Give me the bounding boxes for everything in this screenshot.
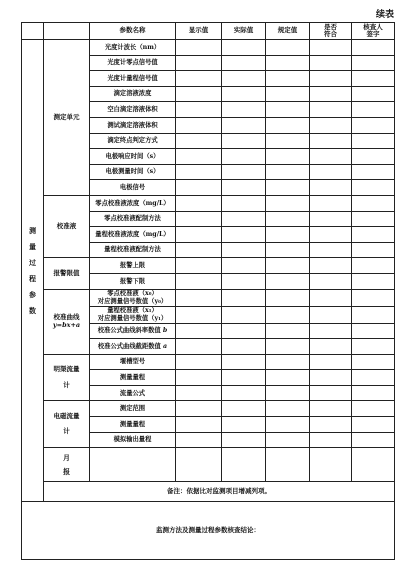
table-row: [22, 354, 395, 370]
checker-sign-cell[interactable]: [352, 401, 395, 417]
actual-value-cell[interactable]: [222, 227, 266, 243]
param-name-cell: [90, 323, 176, 339]
actual-value-cell[interactable]: [222, 258, 266, 274]
actual-value-cell[interactable]: [222, 164, 266, 180]
param-name-cell: 测量量程: [90, 417, 176, 433]
conforms-cell[interactable]: [310, 432, 352, 448]
conforms-cell[interactable]: [310, 354, 352, 370]
param-name-cell: 流量公式: [90, 385, 176, 401]
checker-sign-cell[interactable]: [352, 417, 395, 433]
param-name-cell: [90, 306, 176, 323]
monthly-report-char: 月: [63, 452, 70, 462]
conforms-cell[interactable]: [310, 71, 352, 87]
conforms-cell[interactable]: [310, 385, 352, 401]
conclusion-row: [22, 502, 395, 560]
checker-sign-cell[interactable]: [352, 71, 395, 87]
checker-sign-cell[interactable]: [352, 242, 395, 258]
actual-value-cell[interactable]: [222, 102, 266, 118]
conforms-cell[interactable]: [310, 211, 352, 227]
header-blank-cell: [22, 23, 44, 40]
actual-value-cell[interactable]: [222, 417, 266, 433]
monthly-report-cell[interactable]: [176, 448, 222, 482]
monthly-report-cell[interactable]: [90, 448, 176, 482]
group-open-channel-flowmeter: [44, 354, 90, 401]
monthly-report-row: [22, 448, 395, 482]
specified-value-cell[interactable]: [266, 71, 310, 87]
param-name-text: 校准公式曲线斜率数值: [97, 327, 163, 335]
group-alarm-limits: 报警限值: [44, 258, 90, 289]
display-value-cell[interactable]: [176, 164, 222, 180]
header-conforms: [310, 23, 352, 40]
group-label-line: 电磁流量: [53, 411, 80, 420]
checker-sign-cell[interactable]: [352, 86, 395, 102]
specified-value-cell[interactable]: [266, 323, 310, 339]
specified-value-cell[interactable]: [266, 40, 310, 56]
param-name-cell: 量程校准液浓度（mg/L）: [90, 227, 176, 243]
param-name-cell: 零点校准液浓度（mg/L）: [90, 195, 176, 211]
checker-sign-cell[interactable]: [352, 55, 395, 71]
specified-value-cell[interactable]: [266, 211, 310, 227]
display-value-cell[interactable]: [176, 180, 222, 196]
checker-sign-cell[interactable]: [352, 195, 395, 211]
conforms-cell[interactable]: [310, 242, 352, 258]
display-value-cell[interactable]: [176, 242, 222, 258]
actual-value-cell[interactable]: [222, 370, 266, 386]
display-value-cell[interactable]: [176, 306, 222, 323]
actual-value-cell[interactable]: [222, 354, 266, 370]
param-name-cell: [90, 339, 176, 355]
display-value-cell[interactable]: [176, 339, 222, 355]
display-value-cell[interactable]: [176, 133, 222, 149]
monthly-report-char: 报: [63, 466, 70, 476]
header-conforms-line: 符合: [324, 30, 337, 38]
monthly-report-cell[interactable]: [222, 448, 266, 482]
actual-value-cell[interactable]: [222, 149, 266, 165]
param-name-symbol: b: [162, 327, 168, 335]
header-checker-line: 签字: [366, 30, 380, 38]
display-value-cell[interactable]: [176, 86, 222, 102]
param-name-cell: 堰槽型号: [90, 354, 176, 370]
actual-value-cell[interactable]: [222, 401, 266, 417]
group-calibration-curve-title: 校准曲线: [53, 313, 80, 322]
actual-value-cell[interactable]: [222, 86, 266, 102]
monthly-report-cell[interactable]: [310, 448, 352, 482]
display-value-cell[interactable]: [176, 195, 222, 211]
display-value-cell[interactable]: [176, 323, 222, 339]
conforms-cell[interactable]: [310, 323, 352, 339]
checker-sign-cell[interactable]: [352, 432, 395, 448]
conforms-cell[interactable]: [310, 102, 352, 118]
param-name-line: 量程校准液（x₁）: [107, 307, 158, 315]
display-value-cell[interactable]: [176, 354, 222, 370]
checker-sign-cell[interactable]: [352, 133, 395, 149]
note-text: 备注：依据比对监测项目增减列项。: [44, 482, 395, 502]
specified-value-cell[interactable]: [266, 432, 310, 448]
conforms-cell[interactable]: [310, 258, 352, 274]
monthly-report-cell[interactable]: [352, 448, 395, 482]
specified-value-cell[interactable]: [266, 117, 310, 133]
actual-value-cell[interactable]: [222, 339, 266, 355]
param-name-cell: 光度计量程信号值: [90, 71, 176, 87]
header-row: [22, 23, 395, 40]
header-param-name: 参数名称: [90, 23, 176, 40]
group-measure-unit: 测定单元: [44, 40, 90, 196]
actual-value-cell[interactable]: [222, 273, 266, 289]
param-name-cell: 报警下限: [90, 273, 176, 289]
parameter-check-table: [21, 22, 395, 560]
group-electromagnetic-flowmeter: [44, 401, 90, 448]
header-specified-value: 规定值: [266, 23, 310, 40]
actual-value-cell[interactable]: [222, 242, 266, 258]
conforms-cell[interactable]: [310, 227, 352, 243]
conforms-cell[interactable]: [310, 149, 352, 165]
specified-value-cell[interactable]: [266, 195, 310, 211]
conforms-cell[interactable]: [310, 273, 352, 289]
header-checker-sign: [352, 23, 395, 40]
param-name-cell: 测试滴定溶液体积: [90, 117, 176, 133]
specified-value-cell[interactable]: [266, 133, 310, 149]
display-value-cell[interactable]: [176, 40, 222, 56]
actual-value-cell[interactable]: [222, 195, 266, 211]
actual-value-cell[interactable]: [222, 211, 266, 227]
display-value-cell[interactable]: [176, 117, 222, 133]
param-name-cell: 零点校准液配制方法: [90, 211, 176, 227]
param-name-cell: 电极信号: [90, 180, 176, 196]
actual-value-cell[interactable]: [222, 40, 266, 56]
specified-value-cell[interactable]: [266, 258, 310, 274]
specified-value-cell[interactable]: [266, 149, 310, 165]
display-value-cell[interactable]: [176, 370, 222, 386]
param-name-cell: 滴定溶液浓度: [90, 86, 176, 102]
section-label-measurement-process: [22, 40, 44, 502]
section-label-char: 数: [29, 305, 36, 315]
checker-sign-cell[interactable]: [352, 227, 395, 243]
conforms-cell[interactable]: [310, 401, 352, 417]
param-name-cell: 报警上限: [90, 258, 176, 274]
note-row: [22, 482, 395, 502]
checker-sign-cell[interactable]: [352, 273, 395, 289]
group-label-line: 计: [63, 427, 70, 436]
conforms-cell[interactable]: [310, 180, 352, 196]
display-value-cell[interactable]: [176, 55, 222, 71]
header-conforms-line: 是否: [324, 22, 337, 31]
param-name-line: 对应测量信号数值（y₁）: [97, 314, 168, 322]
section-label-char: 参: [29, 289, 36, 299]
specified-value-cell[interactable]: [266, 86, 310, 102]
monthly-report-cell[interactable]: [266, 448, 310, 482]
group-calibration-curve-formula: y=bx+a: [52, 320, 81, 329]
param-name-cell: [90, 289, 176, 306]
specified-value-cell[interactable]: [266, 164, 310, 180]
param-name-cell: 测定范围: [90, 401, 176, 417]
specified-value-cell[interactable]: [266, 289, 310, 306]
conforms-cell[interactable]: [310, 339, 352, 355]
table-row: [22, 40, 395, 56]
param-name-cell: 测量量程: [90, 370, 176, 386]
group-calibration-curve: [44, 289, 90, 354]
conforms-cell[interactable]: [310, 117, 352, 133]
param-name-cell: 电极响应时间（s）: [90, 149, 176, 165]
header-actual-value: 实际值: [222, 23, 266, 40]
param-name-cell: 模拟输出量程: [90, 432, 176, 448]
checker-sign-cell[interactable]: [352, 164, 395, 180]
display-value-cell[interactable]: [176, 71, 222, 87]
display-value-cell[interactable]: [176, 227, 222, 243]
checker-sign-cell[interactable]: [352, 258, 395, 274]
actual-value-cell[interactable]: [222, 180, 266, 196]
section-label-char: 量: [29, 241, 36, 251]
table-row: [22, 401, 395, 417]
section-label-char: 程: [29, 273, 36, 283]
display-value-cell[interactable]: [176, 273, 222, 289]
section-label-char: 过: [29, 257, 36, 267]
param-name-line: 零点校准液（x₀）: [107, 290, 158, 298]
actual-value-cell[interactable]: [222, 71, 266, 87]
actual-value-cell[interactable]: [222, 133, 266, 149]
header-display-value: 显示值: [176, 23, 222, 40]
display-value-cell[interactable]: [176, 401, 222, 417]
specified-value-cell[interactable]: [266, 417, 310, 433]
actual-value-cell[interactable]: [222, 385, 266, 401]
checker-sign-cell[interactable]: [352, 117, 395, 133]
param-name-cell: 空白滴定溶液体积: [90, 102, 176, 118]
table-row: [22, 289, 395, 306]
actual-value-cell[interactable]: [222, 306, 266, 323]
actual-value-cell[interactable]: [222, 55, 266, 71]
checker-sign-cell[interactable]: [352, 102, 395, 118]
display-value-cell[interactable]: [176, 289, 222, 306]
conforms-cell[interactable]: [310, 40, 352, 56]
continued-label: 续表: [375, 10, 394, 20]
header-checker-line: 核查人: [363, 22, 383, 31]
conforms-cell[interactable]: [310, 55, 352, 71]
actual-value-cell[interactable]: [222, 432, 266, 448]
table-row: [22, 258, 395, 274]
checker-sign-cell[interactable]: [352, 40, 395, 56]
param-name-cell: 量程校准液配制方法: [90, 242, 176, 258]
checker-sign-cell[interactable]: [352, 180, 395, 196]
specified-value-cell[interactable]: [266, 180, 310, 196]
section-label-char: 测: [29, 225, 36, 235]
specified-value-cell[interactable]: [266, 102, 310, 118]
conforms-cell[interactable]: [310, 306, 352, 323]
param-name-cell: 电极测量时间（s）: [90, 164, 176, 180]
table-row: [22, 195, 395, 211]
specified-value-cell[interactable]: [266, 354, 310, 370]
checker-sign-cell[interactable]: [352, 354, 395, 370]
specified-value-cell[interactable]: [266, 370, 310, 386]
display-value-cell[interactable]: [176, 149, 222, 165]
conclusion-field[interactable]: [22, 502, 395, 560]
conforms-cell[interactable]: [310, 370, 352, 386]
checker-sign-cell[interactable]: [352, 385, 395, 401]
conforms-cell[interactable]: [310, 195, 352, 211]
display-value-cell[interactable]: [176, 211, 222, 227]
specified-value-cell[interactable]: [266, 227, 310, 243]
specified-value-cell[interactable]: [266, 306, 310, 323]
checker-sign-cell[interactable]: [352, 339, 395, 355]
conforms-cell[interactable]: [310, 133, 352, 149]
specified-value-cell[interactable]: [266, 401, 310, 417]
param-name-cell: 滴定终点判定方式: [90, 133, 176, 149]
display-value-cell[interactable]: [176, 102, 222, 118]
group-label-line: 明渠流量: [53, 365, 80, 374]
param-name-cell: 光度计零点信号值: [90, 55, 176, 71]
specified-value-cell[interactable]: [266, 339, 310, 355]
actual-value-cell[interactable]: [222, 117, 266, 133]
specified-value-cell[interactable]: [266, 385, 310, 401]
actual-value-cell[interactable]: [222, 323, 266, 339]
conforms-cell[interactable]: [310, 289, 352, 306]
display-value-cell[interactable]: [176, 258, 222, 274]
param-name-cell: 光度计波长（nm）: [90, 40, 176, 56]
param-name-text: 校准公式曲线截距数值: [97, 342, 164, 350]
checker-sign-cell[interactable]: [352, 289, 395, 306]
checker-sign-cell[interactable]: [352, 149, 395, 165]
checker-sign-cell[interactable]: [352, 306, 395, 323]
checker-sign-cell[interactable]: [352, 323, 395, 339]
conforms-cell[interactable]: [310, 417, 352, 433]
param-name-line: 对应测量信号数值（y₀）: [97, 297, 168, 305]
display-value-cell[interactable]: [176, 432, 222, 448]
monthly-report-label: [44, 448, 90, 482]
specified-value-cell[interactable]: [266, 242, 310, 258]
group-label-line: 计: [63, 380, 70, 389]
param-name-symbol: a: [163, 342, 168, 350]
conforms-cell[interactable]: [310, 164, 352, 180]
group-calibration-solution: 校准液: [44, 195, 90, 257]
conforms-cell[interactable]: [310, 86, 352, 102]
specified-value-cell[interactable]: [266, 273, 310, 289]
checker-sign-cell[interactable]: [352, 211, 395, 227]
display-value-cell[interactable]: [176, 385, 222, 401]
checker-sign-cell[interactable]: [352, 370, 395, 386]
display-value-cell[interactable]: [176, 417, 222, 433]
header-blank-cell: [44, 23, 90, 40]
conclusion-label: 监测方法及测量过程参数核查结论：: [156, 526, 260, 535]
actual-value-cell[interactable]: [222, 289, 266, 306]
specified-value-cell[interactable]: [266, 55, 310, 71]
